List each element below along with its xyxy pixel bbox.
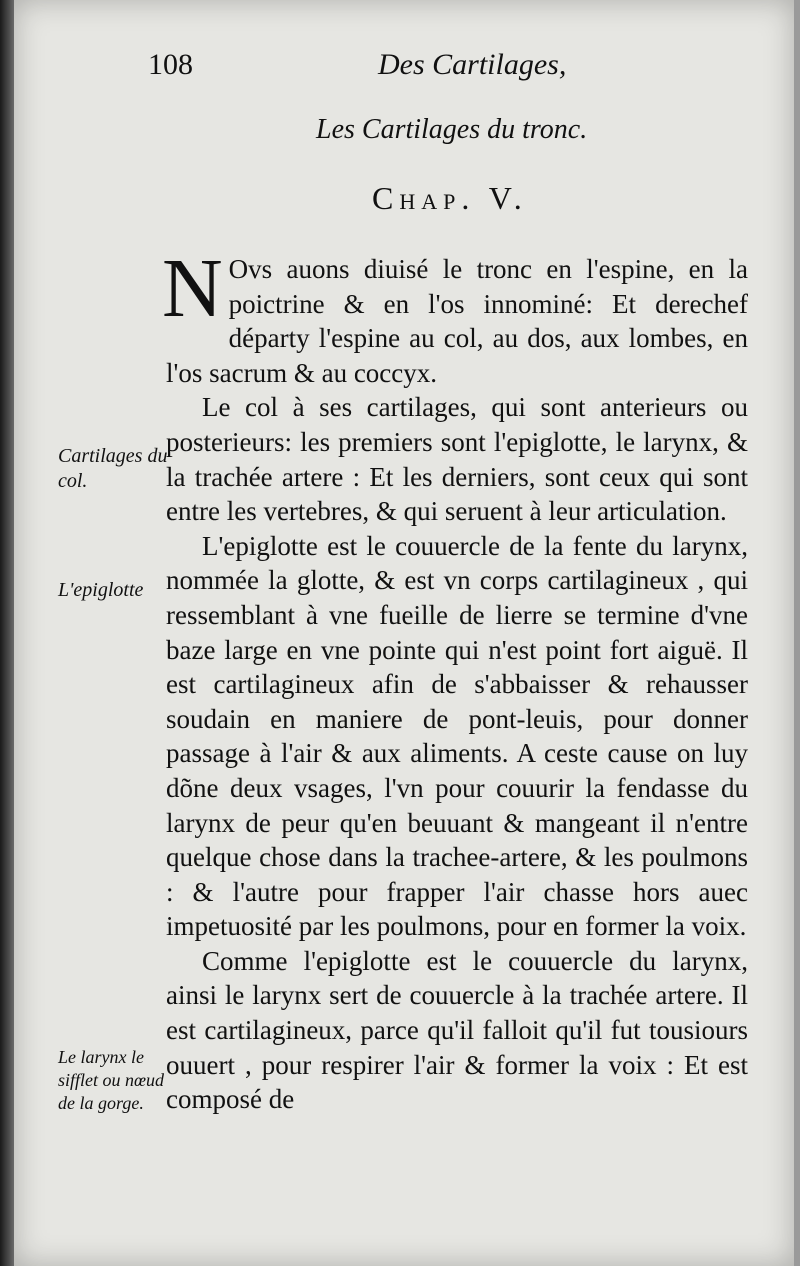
paragraph-2: Le col à ses cartilages, qui sont anterieurs ou posterieurs: les premiers sont l'epiglotte, le larynx, & la trachée artere : Et les derniers, sont ceux qui sont entre les vertebres, & qui seruent à leur articulation. <box>166 392 748 527</box>
book-gutter-edge <box>0 0 14 1266</box>
body-text <box>162 242 748 1117</box>
margin-note-larynx: Le larynx le sifflet ou nœud de la gorge. <box>58 1047 165 1113</box>
running-head <box>148 48 568 88</box>
section-title: Les Cartilages du tronc. <box>316 114 588 145</box>
drop-capital: N <box>162 242 223 335</box>
running-title: Des Cartilages, <box>378 48 567 81</box>
margin-note-cartilages: Cartilages du col. <box>58 445 168 492</box>
paragraph-1 <box>162 242 748 390</box>
paragraph-3: L'epiglotte est le couuercle de la fente du larynx, nommée la glotte, & est vn corps cartilagineux , qui ressemblant à vne fueille de lierre se termine d'vne baze large en vne pointe qui n'est point fort aiguë. Il est cartilagineux afin de s'abbaisser & rehausser soudain en maniere de pont-leuis, pour donner passage à l'air & aux aliments. A ceste cause on luy dõne deux vsages, l'vn pour couurir la fendasse du larynx de peur qu'en beuuant & mangeant il n'entre quelque chose dans la trachee-artere, & les poulmons : & l'autre pour frapper l'air chasse hors auec impetuosité par les poulmons, pour en former la voix. <box>166 530 748 942</box>
margin-note-epiglotte: L'epiglotte <box>58 579 144 601</box>
paragraph-4: Comme l'epiglotte est le couuercle du larynx, ainsi le larynx sert de couuercle à la trachée artere. Il est cartilagineux, parce qu'il falloit qu'il fut tousiours ouuert , pour respirer l'air & former la voix : Et est composé de <box>166 945 748 1115</box>
page-number: 108 <box>148 48 193 81</box>
paragraph-1-text: Ovs auons diuisé le tronc en l'espine, en la poictrine & en l'os innominé: Et derechef départy l'espine au col, au dos, aux lombes, en l'os sacrum & au coccyx. <box>166 254 748 388</box>
chapter-heading: Chap. V. <box>372 180 528 216</box>
